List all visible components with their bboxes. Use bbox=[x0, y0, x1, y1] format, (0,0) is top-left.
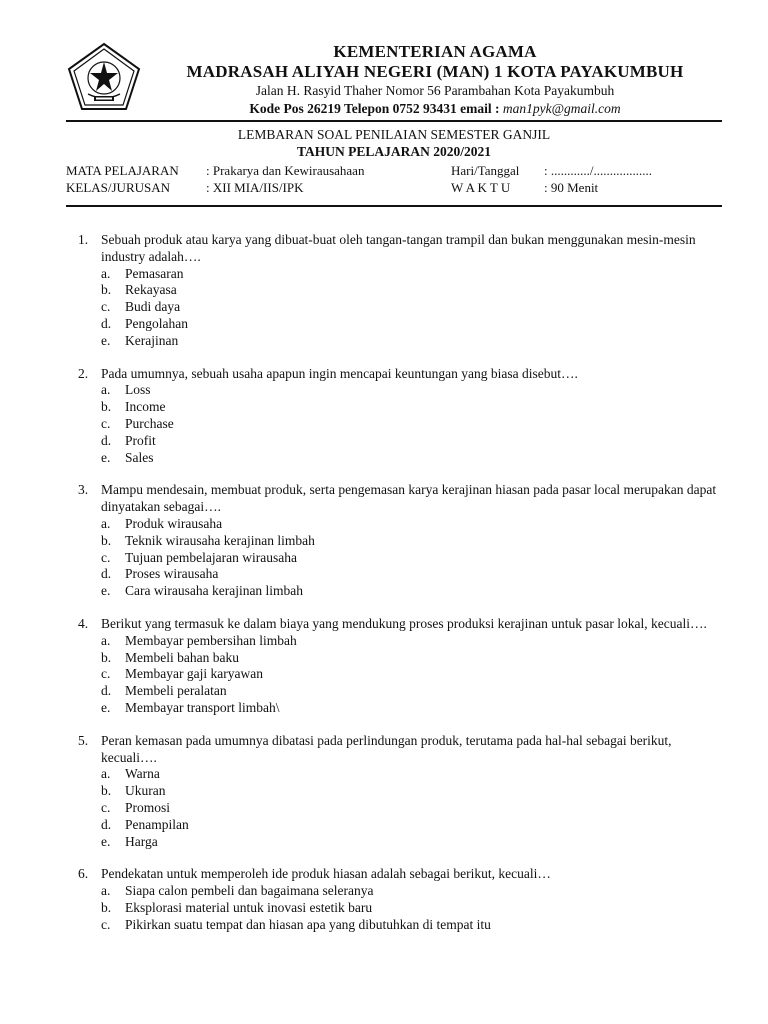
answer-option bbox=[101, 399, 718, 416]
option-letter: c. bbox=[101, 666, 111, 682]
option-letter: a. bbox=[101, 766, 111, 782]
answer-option bbox=[101, 917, 718, 934]
class-label: KELAS/JURUSAN bbox=[66, 180, 171, 195]
option-text: Ukuran bbox=[125, 783, 166, 799]
info-row-class bbox=[66, 180, 722, 197]
exam-title-line2: TAHUN PELAJARAN 2020/2021 bbox=[296, 144, 491, 159]
option-letter: a. bbox=[101, 515, 111, 531]
question-item bbox=[78, 482, 718, 600]
option-letter: a. bbox=[101, 883, 111, 899]
answer-option bbox=[101, 433, 718, 450]
question-text: Mampu mendesain, membuat produk, serta pengemasan karya kerajinan hiasan pada pasar local merupakan dapat dinyatakan sebagai…. bbox=[101, 482, 717, 515]
option-letter: c. bbox=[101, 799, 111, 815]
option-letter: d. bbox=[101, 566, 112, 582]
question-text: Peran kemasan pada umumnya dibatasi pada perlindungan produk, terutama pada hal-hal sebagai berikut, kecuali…. bbox=[101, 732, 672, 765]
option-text: Income bbox=[125, 399, 166, 415]
school-email: man1pyk@gmail.com bbox=[502, 101, 621, 116]
letterhead bbox=[150, 42, 720, 118]
option-text: Siapa calon pembeli dan bagaimana seleranya bbox=[125, 883, 374, 899]
option-letter: d. bbox=[101, 816, 112, 832]
option-text: Membeli peralatan bbox=[125, 683, 227, 699]
option-text: Kerajinan bbox=[125, 332, 179, 348]
answer-option bbox=[101, 282, 718, 299]
question-number: 4. bbox=[78, 615, 89, 631]
option-text: Membayar pembersihan limbah bbox=[125, 632, 297, 648]
time-value: : 90 Menit bbox=[544, 180, 599, 195]
option-letter: e. bbox=[101, 833, 111, 849]
option-letter: b. bbox=[101, 282, 112, 298]
subject-label: MATA PELAJARAN bbox=[66, 163, 179, 178]
answer-option bbox=[101, 766, 718, 783]
answer-option bbox=[101, 299, 718, 316]
time-label: W A K T U bbox=[451, 180, 511, 195]
option-text: Cara wirausaha kerajinan limbah bbox=[125, 583, 304, 599]
option-letter: e. bbox=[101, 583, 111, 599]
answer-option bbox=[101, 834, 718, 851]
option-text: Eksplorasi material untuk inovasi estetik baru bbox=[125, 899, 373, 915]
exam-title-line1: LEMBARAN SOAL PENILAIAN SEMESTER GANJIL bbox=[237, 127, 551, 142]
option-text: Proses wirausaha bbox=[125, 566, 219, 582]
option-text: Pemasaran bbox=[125, 265, 184, 281]
question-text: Pendekatan untuk memperoleh ide produk hiasan adalah sebagai berikut, kecuali… bbox=[101, 866, 551, 882]
option-letter: a. bbox=[101, 382, 111, 398]
question-text: Sebuah produk atau karya yang dibuat-buat oleh tangan-tangan trampil dan bukan menggunakan mesin-mesin industry adalah…. bbox=[101, 232, 696, 264]
option-letter: b. bbox=[101, 399, 112, 415]
info-divider bbox=[66, 205, 722, 207]
option-letter: c. bbox=[101, 549, 111, 565]
header-divider bbox=[66, 120, 722, 122]
option-text: Penampilan bbox=[125, 816, 189, 832]
answer-option bbox=[101, 316, 718, 333]
question-number: 6. bbox=[78, 866, 89, 882]
date-label: Hari/Tanggal bbox=[451, 163, 520, 178]
answer-option bbox=[101, 800, 718, 817]
class-value: : XII MIA/IIS/IPK bbox=[206, 180, 304, 195]
option-text: Profit bbox=[125, 432, 156, 448]
option-text: Sales bbox=[125, 449, 154, 465]
option-text: Membayar transport limbah\ bbox=[125, 699, 280, 715]
answer-option bbox=[101, 900, 718, 917]
question-text: Berikut yang termasuk ke dalam biaya yang mendukung proses produksi kerajinan untuk pasar lokal, kecuali…. bbox=[101, 615, 707, 631]
school-contact bbox=[150, 100, 720, 118]
option-letter: c. bbox=[101, 415, 111, 431]
option-letter: d. bbox=[101, 432, 112, 448]
answer-option bbox=[101, 566, 718, 583]
answer-option bbox=[101, 666, 718, 683]
school-name: MADRASAH ALIYAH NEGERI (MAN) 1 KOTA PAYAKUMBUH bbox=[186, 62, 684, 81]
ministry-name: KEMENTERIAN AGAMA bbox=[333, 42, 537, 61]
answer-option bbox=[101, 633, 718, 650]
option-letter: d. bbox=[101, 683, 112, 699]
answer-option bbox=[101, 450, 718, 467]
option-text: Warna bbox=[125, 766, 160, 782]
option-text: Pikirkan suatu tempat dan hiasan apa yang dibutuhkan di tempat itu bbox=[125, 916, 491, 932]
answer-option bbox=[101, 516, 718, 533]
question-list bbox=[78, 232, 718, 949]
option-letter: c. bbox=[101, 916, 111, 932]
answer-option bbox=[101, 583, 718, 600]
date-value: : ............/.................. bbox=[544, 163, 652, 178]
question-number: 5. bbox=[78, 732, 89, 748]
option-letter: b. bbox=[101, 783, 112, 799]
question-number: 3. bbox=[78, 482, 89, 498]
option-letter: e. bbox=[101, 449, 111, 465]
option-text: Teknik wirausaha kerajinan limbah bbox=[125, 532, 315, 548]
option-text: Membayar gaji karyawan bbox=[125, 666, 263, 682]
question-number: 1. bbox=[78, 232, 89, 247]
answer-option bbox=[101, 416, 718, 433]
ministry-logo-icon bbox=[66, 42, 142, 112]
option-letter: b. bbox=[101, 532, 112, 548]
option-text: Purchase bbox=[125, 415, 174, 431]
answer-option bbox=[101, 683, 718, 700]
question-number: 2. bbox=[78, 365, 89, 381]
question-text: Pada umumnya, sebuah usaha apapun ingin mencapai keuntungan yang biasa disebut…. bbox=[101, 365, 578, 381]
option-letter: b. bbox=[101, 649, 112, 665]
answer-option bbox=[101, 382, 718, 399]
option-letter: a. bbox=[101, 632, 111, 648]
answer-option bbox=[101, 883, 718, 900]
option-text: Rekayasa bbox=[125, 282, 177, 298]
answer-option bbox=[101, 783, 718, 800]
option-text: Harga bbox=[125, 833, 158, 849]
info-row-subject bbox=[66, 163, 722, 180]
option-text: Tujuan pembelajaran wirausaha bbox=[125, 549, 297, 565]
option-letter: a. bbox=[101, 265, 111, 281]
contact-prefix: Kode Pos 26219 Telepon 0752 93431 email : bbox=[249, 101, 500, 116]
question-item bbox=[78, 616, 718, 717]
answer-option bbox=[101, 533, 718, 550]
option-text: Promosi bbox=[125, 799, 171, 815]
option-letter: b. bbox=[101, 899, 112, 915]
question-item bbox=[78, 733, 718, 851]
question-item bbox=[78, 232, 718, 350]
option-letter: e. bbox=[101, 332, 111, 348]
school-address: Jalan H. Rasyid Thaher Nomor 56 Parambahan Kota Payakumbuh bbox=[255, 83, 615, 98]
option-text: Pengolahan bbox=[125, 315, 188, 331]
question-item bbox=[78, 366, 718, 467]
option-text: Produk wirausaha bbox=[125, 515, 223, 531]
option-text: Budi daya bbox=[125, 299, 181, 315]
answer-option bbox=[101, 650, 718, 667]
option-text: Membeli bahan baku bbox=[125, 649, 239, 665]
question-item bbox=[78, 866, 718, 933]
answer-option bbox=[101, 266, 718, 283]
subject-value: : Prakarya dan Kewirausahaan bbox=[206, 163, 365, 178]
answer-option bbox=[101, 333, 718, 350]
answer-option bbox=[101, 550, 718, 567]
exam-info bbox=[66, 163, 722, 197]
answer-option bbox=[101, 817, 718, 834]
option-letter: d. bbox=[101, 315, 112, 331]
option-text: Loss bbox=[125, 382, 151, 398]
option-letter: c. bbox=[101, 299, 111, 315]
answer-option bbox=[101, 700, 718, 717]
option-letter: e. bbox=[101, 699, 111, 715]
exam-title bbox=[66, 126, 722, 160]
